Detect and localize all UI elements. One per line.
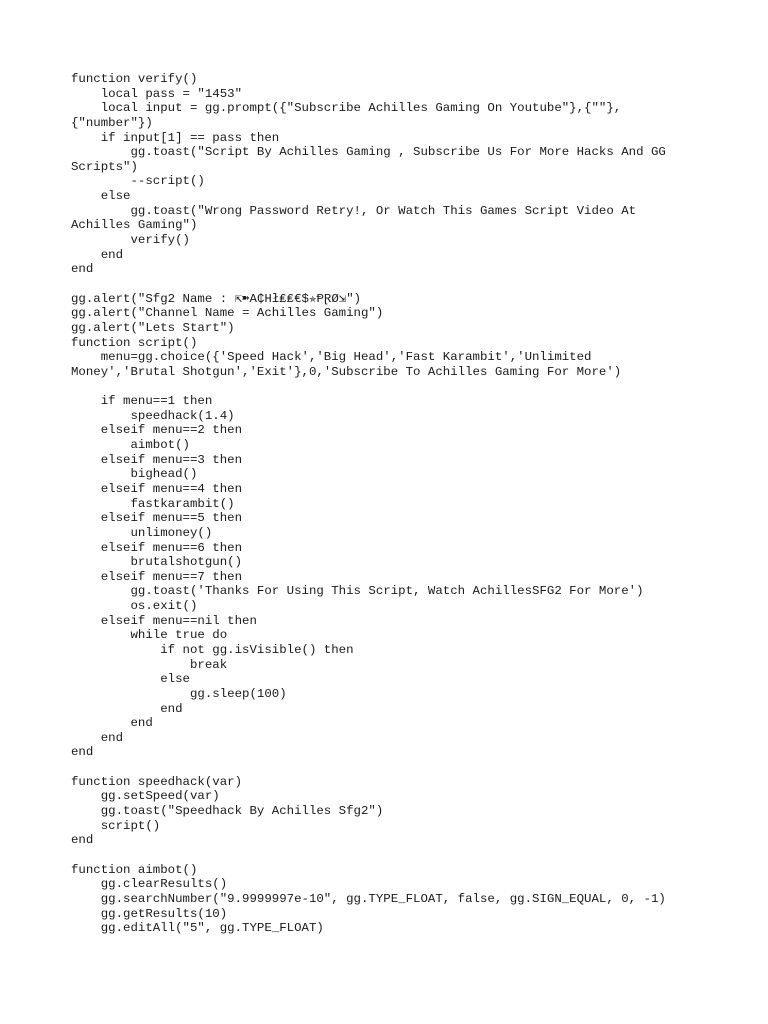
code-line: gg.alert("Sfg2 Name : ⇱➽A₵Hł₤₤€$✯ⱣⱤØ⇲") bbox=[71, 291, 362, 306]
code-line: end bbox=[71, 247, 124, 262]
code-line: gg.clearResults() bbox=[71, 877, 228, 892]
code-line: gg.getResults(10) bbox=[71, 906, 228, 921]
code-line: end bbox=[71, 833, 94, 848]
code-line: elseif menu==2 then bbox=[71, 423, 243, 438]
code-line: menu=gg.choice({'Speed Hack','Big Head','Fast Karambit','Unlimited bbox=[71, 350, 592, 365]
code-line: while true do bbox=[71, 628, 228, 643]
code-line: script() bbox=[71, 818, 161, 833]
code-line: bighead() bbox=[71, 467, 198, 482]
code-line: if input[1] == pass then bbox=[71, 130, 280, 145]
code-line: speedhack(1.4) bbox=[71, 408, 235, 423]
code-line: elseif menu==5 then bbox=[71, 511, 243, 526]
code-line: Achilles Gaming") bbox=[71, 218, 198, 233]
code-line: unlimoney() bbox=[71, 525, 213, 540]
code-line: if not gg.isVisible() then bbox=[71, 642, 354, 657]
code-line: function speedhack(var) bbox=[71, 774, 243, 789]
code-line: end bbox=[71, 745, 94, 760]
code-line: gg.editAll("5", gg.TYPE_FLOAT) bbox=[71, 921, 324, 936]
code-line: elseif menu==7 then bbox=[71, 569, 243, 584]
code-line: gg.setSpeed(var) bbox=[71, 789, 220, 804]
code-line: elseif menu==3 then bbox=[71, 452, 243, 467]
code-line bbox=[71, 848, 711, 863]
code-line bbox=[71, 379, 711, 394]
code-line: local input = gg.prompt({"Subscribe Achilles Gaming On Youtube"},{""}, bbox=[71, 101, 622, 116]
code-line: gg.toast("Speedhack By Achilles Sfg2") bbox=[71, 804, 384, 819]
code-line: gg.toast('Thanks For Using This Script, Watch AchillesSFG2 For More') bbox=[71, 584, 644, 599]
code-line: end bbox=[71, 701, 183, 716]
code-line: gg.alert("Channel Name = Achilles Gaming") bbox=[71, 306, 384, 321]
code-line: function aimbot() bbox=[71, 862, 198, 877]
code-line: verify() bbox=[71, 233, 190, 248]
code-line: os.exit() bbox=[71, 599, 198, 614]
code-line: gg.toast("Script By Achilles Gaming , Subscribe Us For More Hacks And GG bbox=[71, 145, 666, 160]
code-line: {"number"}) bbox=[71, 115, 153, 130]
code-line: Money','Brutal Shotgun','Exit'},0,'Subscribe To Achilles Gaming For More') bbox=[71, 364, 622, 379]
code-line: gg.alert("Lets Start") bbox=[71, 320, 235, 335]
code-line: else bbox=[71, 672, 190, 687]
code-line: Scripts") bbox=[71, 159, 138, 174]
code-line: gg.sleep(100) bbox=[71, 686, 287, 701]
code-line: else bbox=[71, 189, 131, 204]
code-line: end bbox=[71, 730, 124, 745]
script-code-block bbox=[71, 72, 711, 936]
code-line: local pass = "1453" bbox=[71, 86, 243, 101]
code-line: if menu==1 then bbox=[71, 394, 213, 409]
code-line: aimbot() bbox=[71, 438, 190, 453]
code-line: fastkarambit() bbox=[71, 496, 235, 511]
code-line: --script() bbox=[71, 174, 205, 189]
code-line: function script() bbox=[71, 335, 198, 350]
code-line: gg.searchNumber("9.9999997e-10", gg.TYPE_FLOAT, false, gg.SIGN_EQUAL, 0, -1) bbox=[71, 891, 666, 906]
code-line: brutalshotgun() bbox=[71, 555, 243, 570]
code-line: elseif menu==4 then bbox=[71, 481, 243, 496]
code-line: end bbox=[71, 716, 153, 731]
code-line bbox=[71, 277, 711, 292]
code-line: gg.toast("Wrong Password Retry!, Or Watch This Games Script Video At bbox=[71, 203, 637, 218]
code-line: function verify() bbox=[71, 72, 198, 86]
code-line: elseif menu==6 then bbox=[71, 540, 243, 555]
code-line: break bbox=[71, 657, 228, 672]
code-line: end bbox=[71, 262, 94, 277]
code-line: elseif menu==nil then bbox=[71, 613, 257, 628]
code-line bbox=[71, 760, 711, 775]
